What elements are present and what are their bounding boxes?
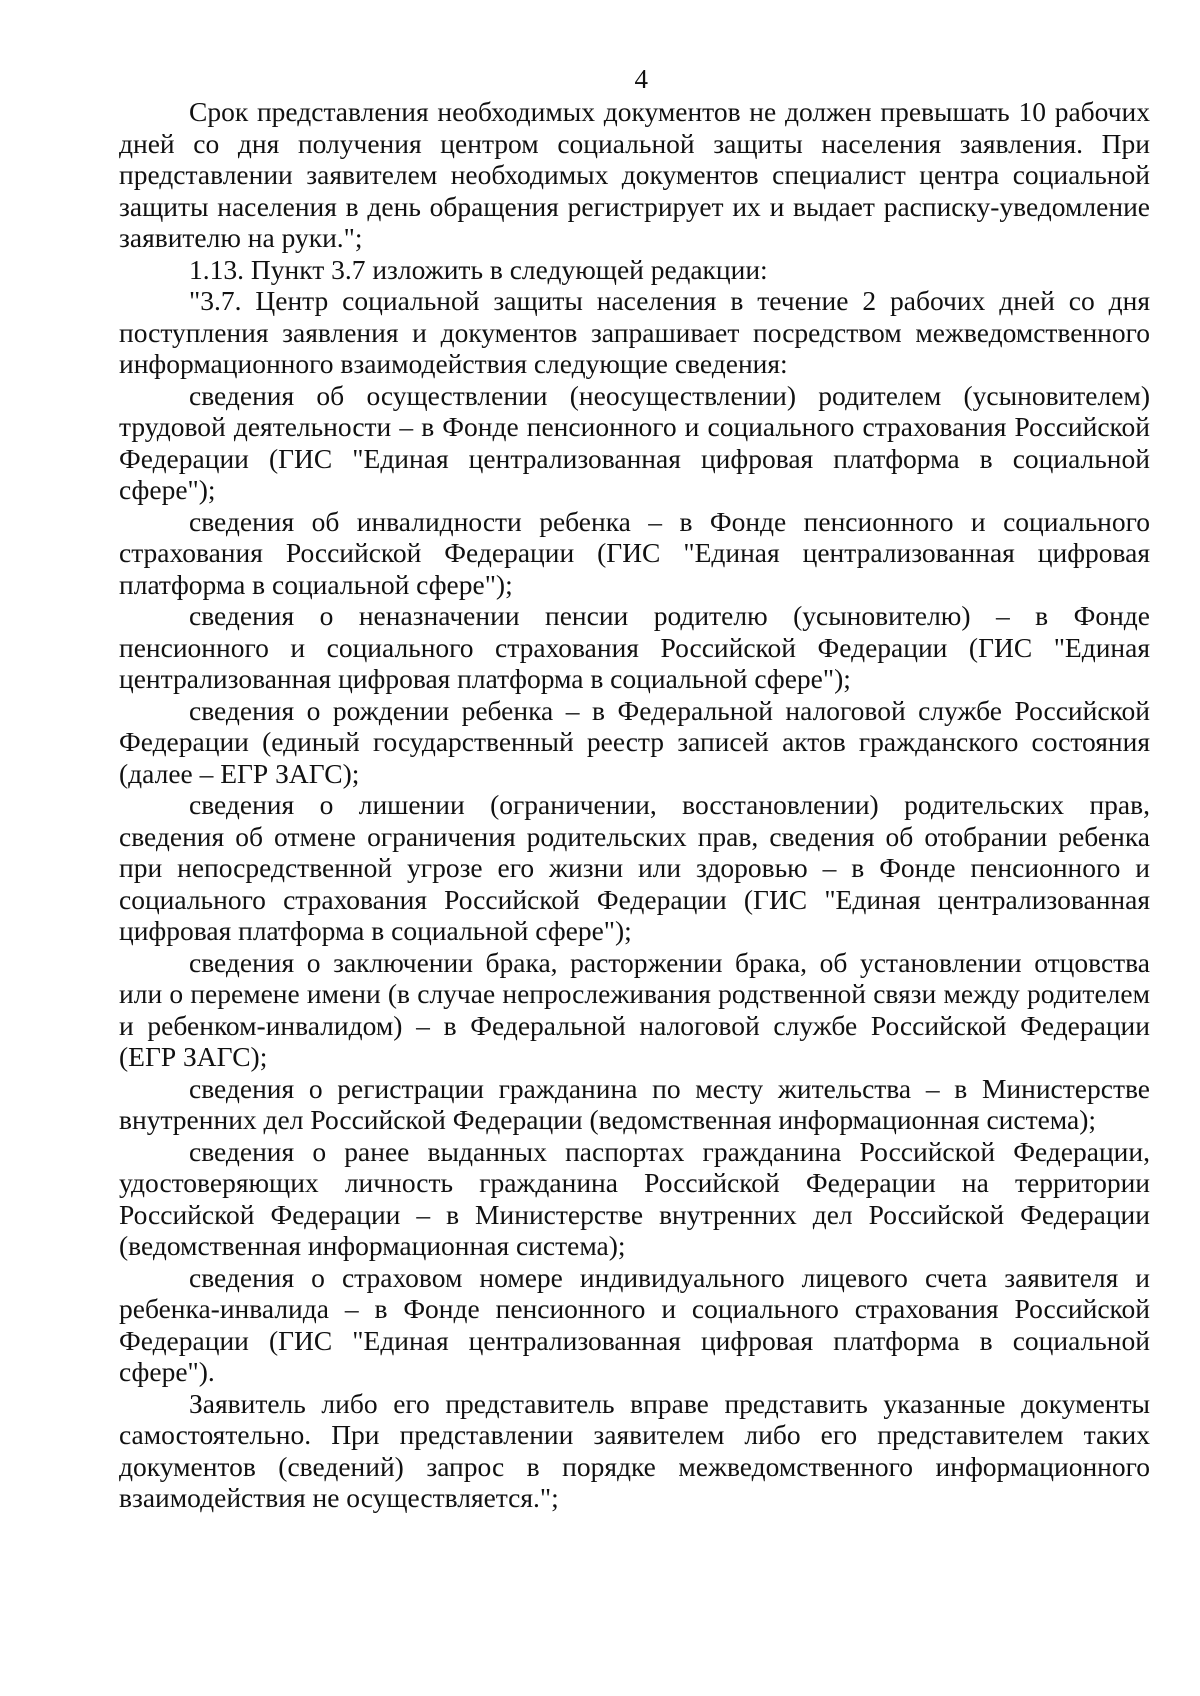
- paragraph-snils-info: сведения о страховом номере индивидуального лицевого счета заявителя и ребенка-инвалида – в Фонде пенсионного и социального страхования Российской Федерации (ГИС "Единая централизованная цифровая платформа в социальной сфере").: [119, 1261, 1150, 1387]
- paragraph-disability-info: сведения об инвалидности ребенка – в Фонде пенсионного и социального страхования Российской Федерации (ГИС "Единая централизованная цифровая платформа в социальной сфере");: [119, 505, 1150, 600]
- page-number: 4: [634, 64, 649, 94]
- paragraph-clause-3-7: "3.7. Центр социальной защиты населения в течение 2 рабочих дней со дня поступления заявления и документов запрашивает посредством межведомственного информационного взаимодействия следующие сведения:: [119, 285, 1150, 379]
- paragraph-registration-info: сведения о регистрации гражданина по месту жительства – в Министерстве внутренних дел Российской Федерации (ведомственная информационная система);: [119, 1072, 1150, 1135]
- paragraph-pension-info: сведения о неназначении пенсии родителю (усыновителю) – в Фонде пенсионного и социального страхования Российской Федерации (ГИС "Единая централизованная цифровая платформа в социальной сфере");: [119, 600, 1150, 694]
- paragraph-passport-info: сведения о ранее выданных паспортах гражданина Российской Федерации, удостоверяющих личность гражданина Российской Федерации на территории Российской Федерации – в Министерстве внутренних дел Российской Федерации (ведомственная информационная система);: [119, 1135, 1150, 1261]
- paragraph-amendment-1-13: 1.13. Пункт 3.7 изложить в следующей редакции:: [189, 253, 768, 285]
- paragraph-document-deadline: Срок представления необходимых документов не должен превышать 10 рабочих дней со дня получения центром социальной защиты населения заявления. При представлении заявителем необходимых документов специалист центра социальной защиты населения в день обращения регистрирует их и выдает расписку-уведомление заявителю на руки.";: [119, 96, 1150, 253]
- paragraph-marriage-info: сведения о заключении брака, расторжении брака, об установлении отцовства или о перемене имени (в случае непрослеживания родственной связи между родителем и ребенком-инвалидом) – в Федеральной налоговой службе Российской Федерации (ЕГР ЗАГС);: [119, 946, 1150, 1072]
- paragraph-birth-info: сведения о рождении ребенка – в Федеральной налоговой службе Российской Федерации (единый государственный реестр записей актов гражданского состояния (далее – ЕГР ЗАГС);: [119, 694, 1150, 789]
- paragraph-parental-rights-info: сведения о лишении (ограничении, восстановлении) родительских прав, сведения об отмене ограничения родительских прав, сведения об отобрании ребенка при непосредственной угрозе его жизни или здоровью – в Фонде пенсионного и социального страхования Российской Федерации (ГИС "Единая централизованная цифровая платформа в социальной сфере");: [119, 789, 1150, 946]
- paragraph-applicant-right: Заявитель либо его представитель вправе представить указанные документы самостоятельно. При представлении заявителем либо его представителем таких документов (сведений) запрос в порядке межведомственного информационного взаимодействия не осуществляется.";: [119, 1387, 1150, 1513]
- paragraph-employment-info: сведения об осуществлении (неосуществлении) родителем (усыновителем) трудовой деятельности – в Фонде пенсионного и социального страхования Российской Федерации (ГИС "Единая централизованная цифровая платформа в социальной сфере");: [119, 379, 1150, 505]
- document-body: [119, 96, 1150, 1514]
